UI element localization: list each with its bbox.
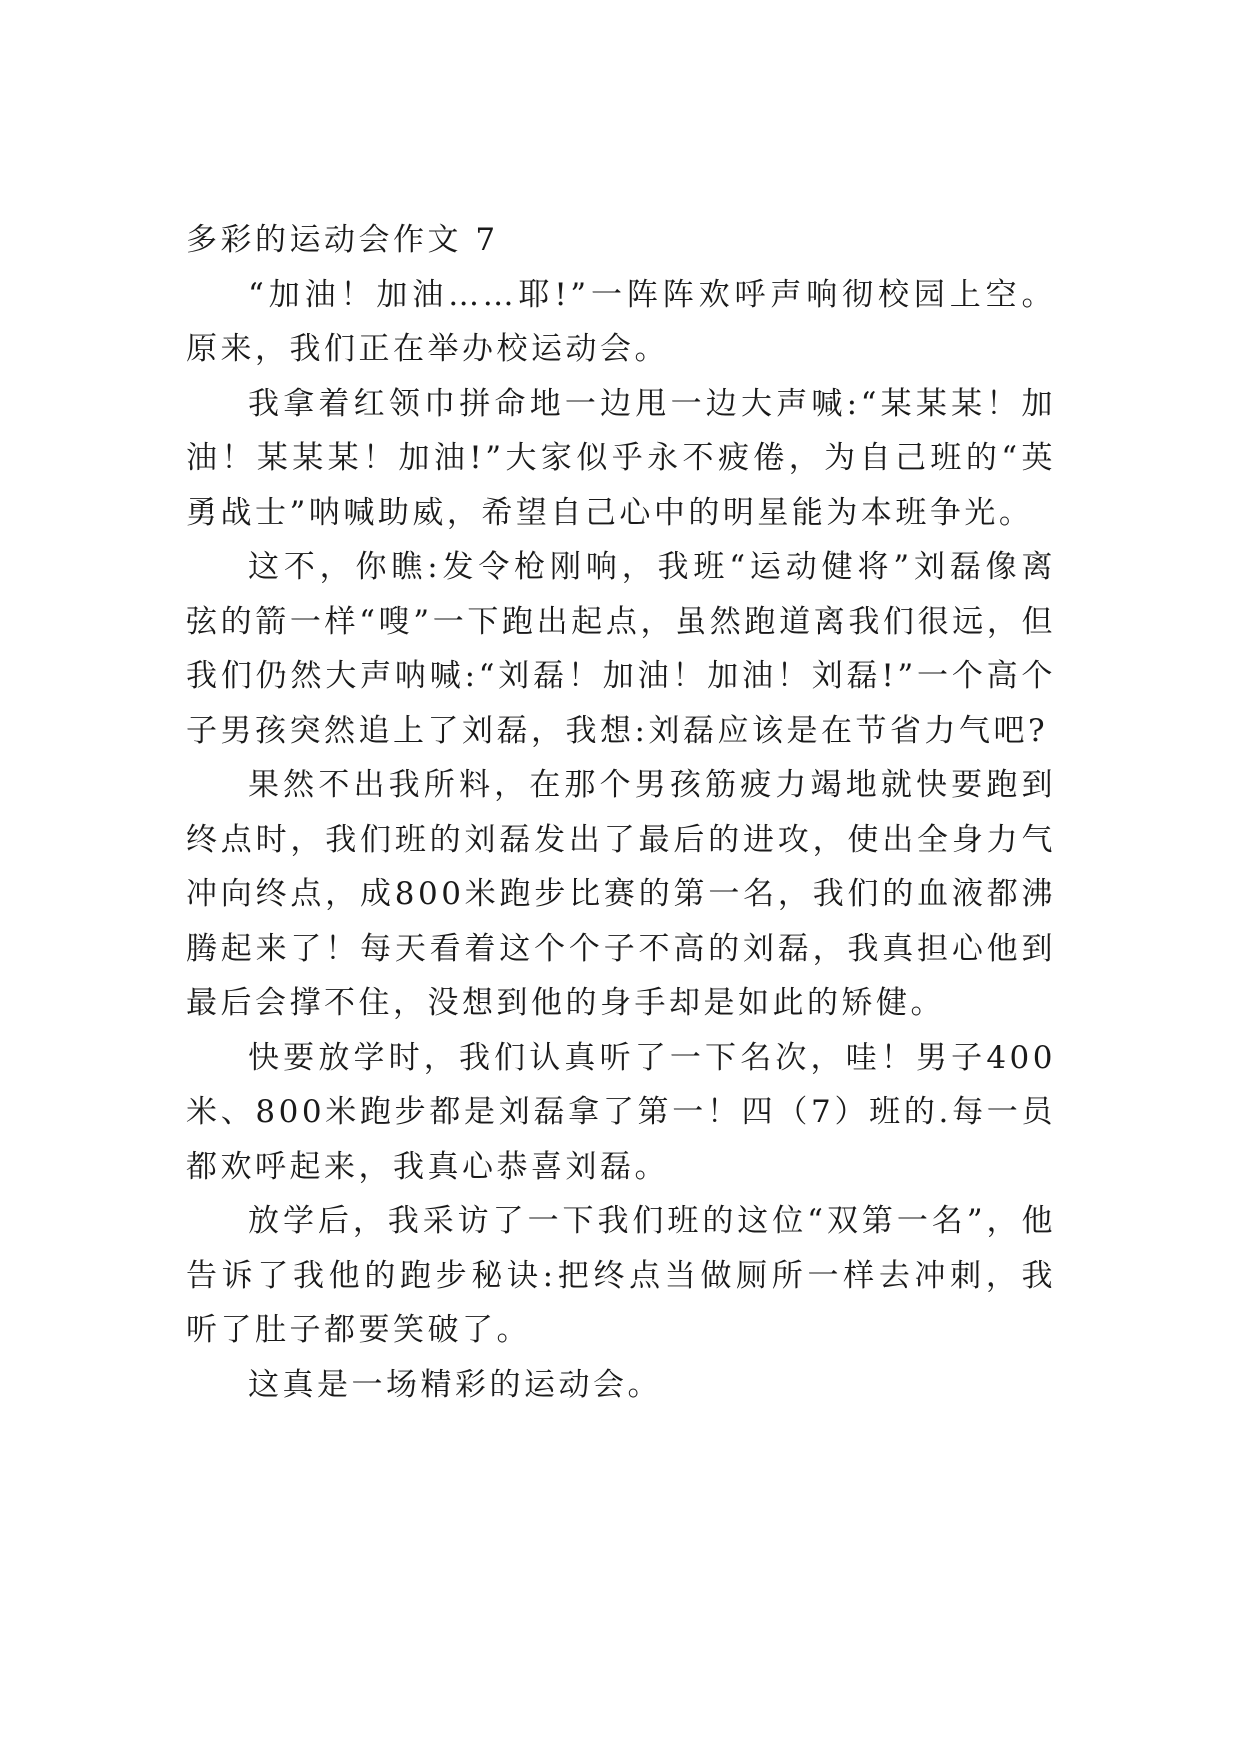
paragraph: 这真是一场精彩的运动会。 bbox=[248, 1366, 662, 1403]
paragraph: 我拿着红领巾拼命地一边甩一边大声喊:“某某某！加油！某某某！加油!”大家似乎永不疲倦，为自己班的“英勇战士”呐喊助威，希望自己心中的明星能为本班争光。 bbox=[186, 385, 1056, 531]
paragraph: 放学后，我采访了一下我们班的这位“双第一名”，他告诉了我他的跑步秘诀:把终点当做厕所一样去冲刺，我听了肚子都要笑破了。 bbox=[186, 1203, 1056, 1348]
paragraph: “加油！加油……耶!”一阵阵欢呼声响彻校园上空。原来，我们正在举办校运动会。 bbox=[186, 276, 1056, 367]
paragraph: 这不，你瞧:发令枪刚响，我班“运动健将”刘磊像离弦的箭一样“嗖”一下跑出起点，虽然跑道离我们很远，但我们仍然大声呐喊:“刘磊！加油！加油！刘磊!”一个高个子男孩突然追上了刘磊，我想:刘磊应该是在节省力气吧? bbox=[186, 549, 1056, 749]
document-title: 多彩的运动会作文 7 bbox=[186, 222, 499, 258]
paragraph: 果然不出我所料，在那个男孩筋疲力竭地就快要跑到终点时，我们班的刘磊发出了最后的进攻，使出全身力气冲向终点，成800米跑步比赛的第一名，我们的血液都沸腾起来了！每天看着这个个子不高的刘磊，我真担心他到最后会撑不住，没想到他的身手却是如此的矫健。 bbox=[186, 767, 1056, 1021]
document-body bbox=[186, 213, 1056, 1412]
paragraph: 快要放学时，我们认真听了一下名次，哇！男子400米、800米跑步都是刘磊拿了第一！四（7）班的.每一员都欢呼起来，我真心恭喜刘磊。 bbox=[186, 1039, 1056, 1185]
